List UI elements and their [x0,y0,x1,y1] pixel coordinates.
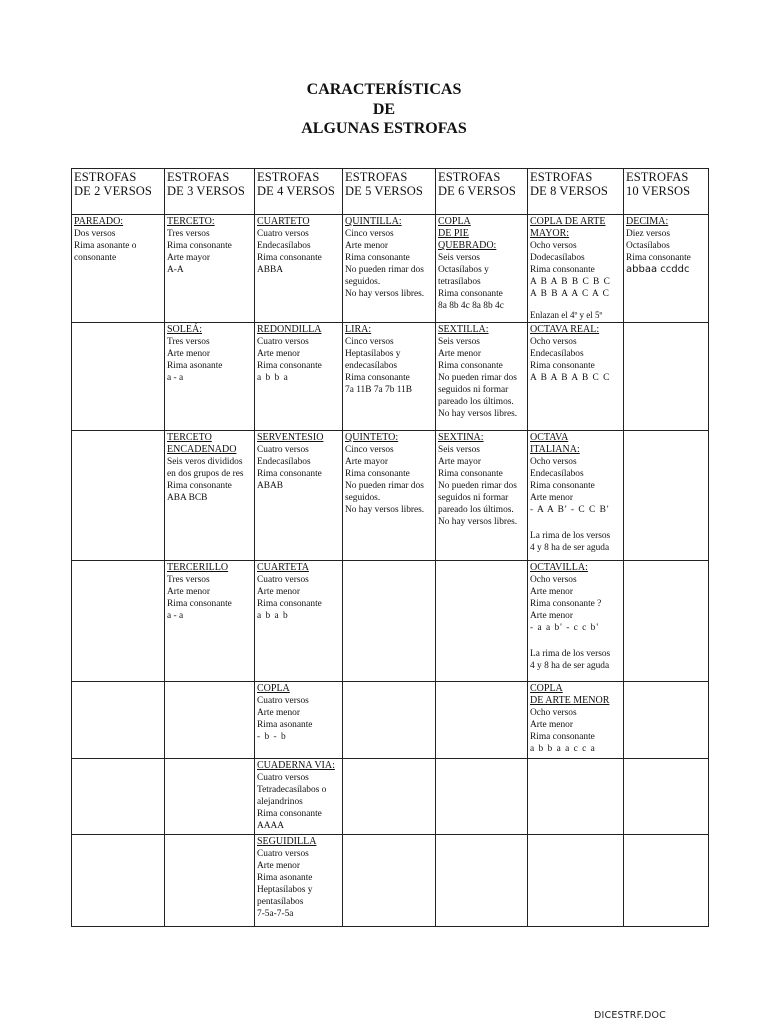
estrofa-detail: Octasílabos [626,241,670,251]
estrofa-detail: Seis veros divididos [167,457,243,467]
estrofa-note: 4 y 8 ha de ser aguda [530,543,610,553]
table-row [72,759,709,835]
estrofa-cell [624,323,709,431]
estrofa-cell [528,682,624,759]
estrofa-detail: A B A B B C B C [530,277,611,287]
estrofa-name-line: MAYOR: [530,228,570,239]
estrofa-name: OCTAVILLA: [530,562,588,573]
estrofa-detail: 7a 11B 7a 7b 11B [345,385,413,395]
estrofa-detail: Cuatro versos [257,696,309,706]
estrofa-cell [624,682,709,759]
estrofa-detail: Rima consonante [438,361,503,371]
estrofa-detail: Cuatro versos [257,229,309,239]
estrofa-name: QUINTETO: [345,432,399,443]
estrofa-detail: Rima consonante [257,361,322,371]
column-header-line: ESTROFAS [257,170,320,184]
estrofa-detail: Rima consonante [257,599,322,609]
estrofa-name: TERCERILLO [167,562,229,573]
estrofa-detail: Arte mayor [345,457,388,467]
estrofa-detail: seguidos. [345,277,381,287]
estrofa-detail: Rima consonante [530,732,595,742]
estrofa-cell [165,323,255,431]
column-header-line: DE 8 VERSOS [530,184,608,198]
estrofa-cell [343,561,436,682]
column-header [343,169,436,215]
estrofa-cell [165,835,255,927]
estrofa-name: SOLEÁ: [167,324,202,335]
estrofa-name: SEGUIDILLA [257,836,317,847]
estrofa-detail: Arte menor [257,708,300,718]
estrofa-cell [343,323,436,431]
estrofa-detail: Rima consonante [167,241,232,251]
estrofa-cell [165,682,255,759]
estrofa-detail: No hay versos libres. [438,517,518,527]
estrofa-detail: consonante [74,253,117,263]
estrofa-detail: Cuatro versos [257,575,309,585]
estrofa-detail: Seis versos [438,337,480,347]
estrofa-detail: Rima consonante [530,361,595,371]
column-header-line: ESTROFAS [530,170,593,184]
estrofa-name: COPLA [438,216,471,227]
estrofa-cell [343,215,436,323]
estrofa-detail: seguidos ni formar [438,493,509,503]
rhyme-scheme: abbaa ccddc [626,264,690,275]
estrofa-detail: - a a b' - c c b' [530,623,600,633]
estrofa-detail: No pueden rimar dos [345,265,424,275]
estrofa-detail: Rima consonante [345,253,410,263]
estrofa-cell [255,835,343,927]
column-header-line: DE 3 VERSOS [167,184,245,198]
table-row [72,682,709,759]
estrofa-detail: Rima asonante [167,361,223,371]
estrofa-detail: Rima asonante o [74,241,137,251]
estrofa-detail: Diez versos [626,229,670,239]
estrofa-cell [528,835,624,927]
estrofa-cell [255,215,343,323]
estrofa-detail: Rima consonante [345,469,410,479]
estrofa-name-line: DE ARTE MENOR [530,695,610,706]
estrofa-detail: Rima consonante [438,289,503,299]
estrofa-cell [72,835,165,927]
estrofa-detail: ABAB [257,481,284,491]
estrofa-cell [255,431,343,561]
estrofa-cell [624,835,709,927]
estrofa-detail: Rima consonante [626,253,691,263]
estrofa-cell [343,835,436,927]
estrofa-detail: Tetradecasílabos o [257,785,327,795]
column-header-line: ESTROFAS [74,170,137,184]
estrofa-note: La rima de los versos [530,649,611,659]
column-header [624,169,709,215]
estrofa-detail: Ocho versos [530,708,577,718]
estrofa-detail: Rima consonante [257,469,322,479]
estrofa-detail: Octasílabos y [438,265,489,275]
estrofa-name: COPLA [530,683,563,694]
estrofa-detail: alejandrinos [257,797,303,807]
estrofa-cell [255,682,343,759]
estrofa-detail: Arte menor [167,587,210,597]
estrofa-detail: Arte menor [530,587,573,597]
estrofa-detail: Endecasílabos [257,241,311,251]
table-row [72,431,709,561]
estrofa-cell [624,759,709,835]
estrofa-detail: Ocho versos [530,337,577,347]
estrofa-cell [72,759,165,835]
estrofa-name: SERVENTESIO [257,432,324,443]
estrofa-detail: Rima asonante [257,720,313,730]
estrofa-name: COPLA [257,683,290,694]
estrofa-detail: tetrasílabos [438,277,481,287]
column-header-line: ESTROFAS [438,170,501,184]
estrofa-detail: Arte menor [257,587,300,597]
estrofa-detail: Cuatro versos [257,445,309,455]
estrofa-detail: AAAA [257,821,285,831]
estrofa-detail: pareado los últimos. [438,397,514,407]
table-row [72,323,709,431]
estrofa-name: QUINTILLA: [345,216,402,227]
estrofa-detail: a b b a [257,373,289,383]
estrofa-detail: Cuatro versos [257,337,309,347]
estrofa-detail: No pueden rimar dos [345,481,424,491]
estrofa-detail: No hay versos libres. [345,505,425,515]
estrofa-detail: - b - b [257,732,287,742]
estrofa-note: La rima de los versos [530,531,611,541]
estrofa-cell [165,215,255,323]
estrofa-detail: Heptasílabos y [345,349,401,359]
estrofa-name: CUADERNA VIA: [257,760,335,771]
estrofa-detail: Rima consonante [530,481,595,491]
column-header-line: 10 VERSOS [626,184,691,198]
estrofa-cell [436,835,528,927]
estrofa-name: PAREADO: [74,216,124,227]
estrofa-name: LIRA: [345,324,372,335]
table-row [72,561,709,682]
estrofa-cell [165,759,255,835]
estrofa-cell [436,215,528,323]
estrofa-detail: - A A B' - C C B' [530,505,610,515]
estrofa-name: CUARTETA [257,562,309,573]
column-header-line: DE 2 VERSOS [74,184,152,198]
estrofa-detail: Cinco versos [345,229,394,239]
estrofa-detail: Rima asonante [257,873,313,883]
estrofa-detail: Ocho versos [530,457,577,467]
estrofa-detail: No hay versos libres. [438,409,518,419]
estrofa-detail: Rima consonante [167,599,232,609]
estrofa-detail: Rima consonante [257,253,322,263]
estrofa-cell [436,323,528,431]
estrofa-cell [528,215,624,323]
estrofa-detail: 7-5a-7-5a [257,909,294,919]
estrofa-cell [255,759,343,835]
estrofa-name: TERCETO: [167,216,215,227]
column-header-line: DE 6 VERSOS [438,184,516,198]
estrofa-detail: ABBA [257,265,284,275]
estrofa-cell [343,431,436,561]
estrofa-detail: ABA BCB [167,493,208,503]
estrofa-detail: Rima consonante [167,481,232,491]
estrofa-detail: Arte menor [530,493,573,503]
estrofa-detail: Tres versos [167,575,210,585]
estrofa-detail: Arte mayor [438,457,481,467]
estrofa-cell [624,431,709,561]
estrofa-cell [343,682,436,759]
estrofa-cell [255,561,343,682]
estrofa-detail: Dodecasílabos [530,253,585,263]
estrofa-name: OCTAVA REAL: [530,324,600,335]
estrofa-note: 4 y 8 ha de ser aguda [530,661,610,671]
estrofa-detail: No pueden rimar dos [438,481,517,491]
estrofa-name: REDONDILLA [257,324,322,335]
estrofa-cell [436,431,528,561]
estrofa-detail: Endecasílabos [530,469,584,479]
estrofa-detail: pareado los últimos. [438,505,514,515]
estrofa-cell [436,759,528,835]
column-header-line: ESTROFAS [167,170,230,184]
estrofa-name-line: DE PIE [438,228,469,239]
column-header-line: ESTROFAS [626,170,689,184]
column-header-line: DE 5 VERSOS [345,184,423,198]
estrofa-detail: Arte menor [530,720,573,730]
estrofa-detail: Tres versos [167,337,210,347]
estrofa-cell [72,561,165,682]
estrofa-cell [528,431,624,561]
estrofa-cell [165,431,255,561]
estrofa-detail: Arte menor [438,349,481,359]
estrofa-detail: Rima consonante [438,469,503,479]
estrofa-detail: A B A B A B C C [530,373,611,383]
estrofa-detail: Endecasílabos [257,457,311,467]
column-header [528,169,624,215]
estrofa-detail: endecasílabos [345,361,398,371]
estrofa-detail: A B B A A C A C [530,289,610,299]
estrofa-name: DECIMA: [626,216,669,227]
estrofa-cell [528,561,624,682]
estrofa-cell [624,561,709,682]
table-row [72,835,709,927]
estrofa-name-line: ENCADENADO [167,444,237,455]
estrofa-detail: pentasílabos [257,897,304,907]
estrofa-detail: Endecasílabos [530,349,584,359]
estrofa-cell [72,215,165,323]
estrofa-detail: Seis versos [438,253,480,263]
estrofa-detail: Seis versos [438,445,480,455]
estrofa-name: SEXTINA: [438,432,484,443]
column-header [165,169,255,215]
estrofa-detail: Arte menor [257,861,300,871]
estrofa-cell [255,323,343,431]
estrofa-detail: seguidos ni formar [438,385,509,395]
column-header [255,169,343,215]
estrofa-name: SEXTILLA: [438,324,489,335]
estrofa-cell [72,431,165,561]
estrofa-note: Enlazan el 4º y el 5º [530,310,603,320]
estrofa-cell [343,759,436,835]
estrofa-detail: 8a 8b 4c 8a 8b 4c [438,301,504,311]
estrofa-detail: en dos grupos de res [167,469,244,479]
estrofa-detail: No pueden rimar dos [438,373,517,383]
estrofa-detail: Rima consonante [530,265,595,275]
estrofa-detail: a b a b [257,611,289,621]
estrofa-detail: Heptasílabos y [257,885,313,895]
estrofa-detail: Rima consonante [345,373,410,383]
estrofa-cell [436,682,528,759]
estrofa-cell [165,561,255,682]
estrofas-table [71,168,709,927]
estrofa-detail: A-A [167,265,184,275]
estrofa-cell [528,759,624,835]
estrofa-detail: Dos versos [74,229,116,239]
column-header [72,169,165,215]
estrofa-detail: Cuatro versos [257,773,309,783]
estrofa-detail: Arte menor [167,349,210,359]
estrofa-detail: Arte menor [530,611,573,621]
estrofa-cell [72,682,165,759]
estrofa-name: COPLA DE ARTE [530,216,606,227]
header-row [72,169,709,215]
estrofa-detail: Ocho versos [530,241,577,251]
estrofa-detail: Arte mayor [167,253,210,263]
column-header-line: DE 4 VERSOS [257,184,335,198]
estrofa-detail: a - a [167,373,184,383]
estrofa-detail: a - a [167,611,184,621]
estrofa-name: TERCETO [167,432,212,443]
estrofa-detail: Ocho versos [530,575,577,585]
estrofa-detail: Rima consonante ? [530,599,602,609]
estrofa-detail: Cinco versos [345,337,394,347]
title-line-1: CARACTERÍSTICAS [306,81,462,98]
estrofa-name-line: ITALIANA: [530,444,580,455]
estrofa-cell [528,323,624,431]
estrofa-cell [72,323,165,431]
estrofa-detail: Cinco versos [345,445,394,455]
column-header-line: ESTROFAS [345,170,408,184]
estrofa-detail: Arte menor [345,241,388,251]
estrofa-cell [624,215,709,323]
title-line-2: DE [372,100,396,118]
estrofa-detail: Rima consonante [257,809,322,819]
page-title [0,80,768,139]
estrofa-name: OCTAVA [530,432,569,443]
estrofa-detail: No hay versos libres. [345,289,425,299]
table-row [72,215,709,323]
estrofa-detail: Cuatro versos [257,849,309,859]
estrofa-detail: Arte menor [257,349,300,359]
estrofa-detail: Tres versos [167,229,210,239]
estrofa-name-line: QUEBRADO: [438,240,497,251]
column-header [436,169,528,215]
estrofa-name: CUARTETO [257,216,310,227]
estrofa-cell [436,561,528,682]
title-line-3: ALGUNAS ESTROFAS [301,120,467,137]
file-name-footer: DICESTRF.DOC [594,1010,666,1021]
estrofa-detail: a b b a a c c a [530,744,596,754]
estrofa-detail: seguidos. [345,493,381,503]
